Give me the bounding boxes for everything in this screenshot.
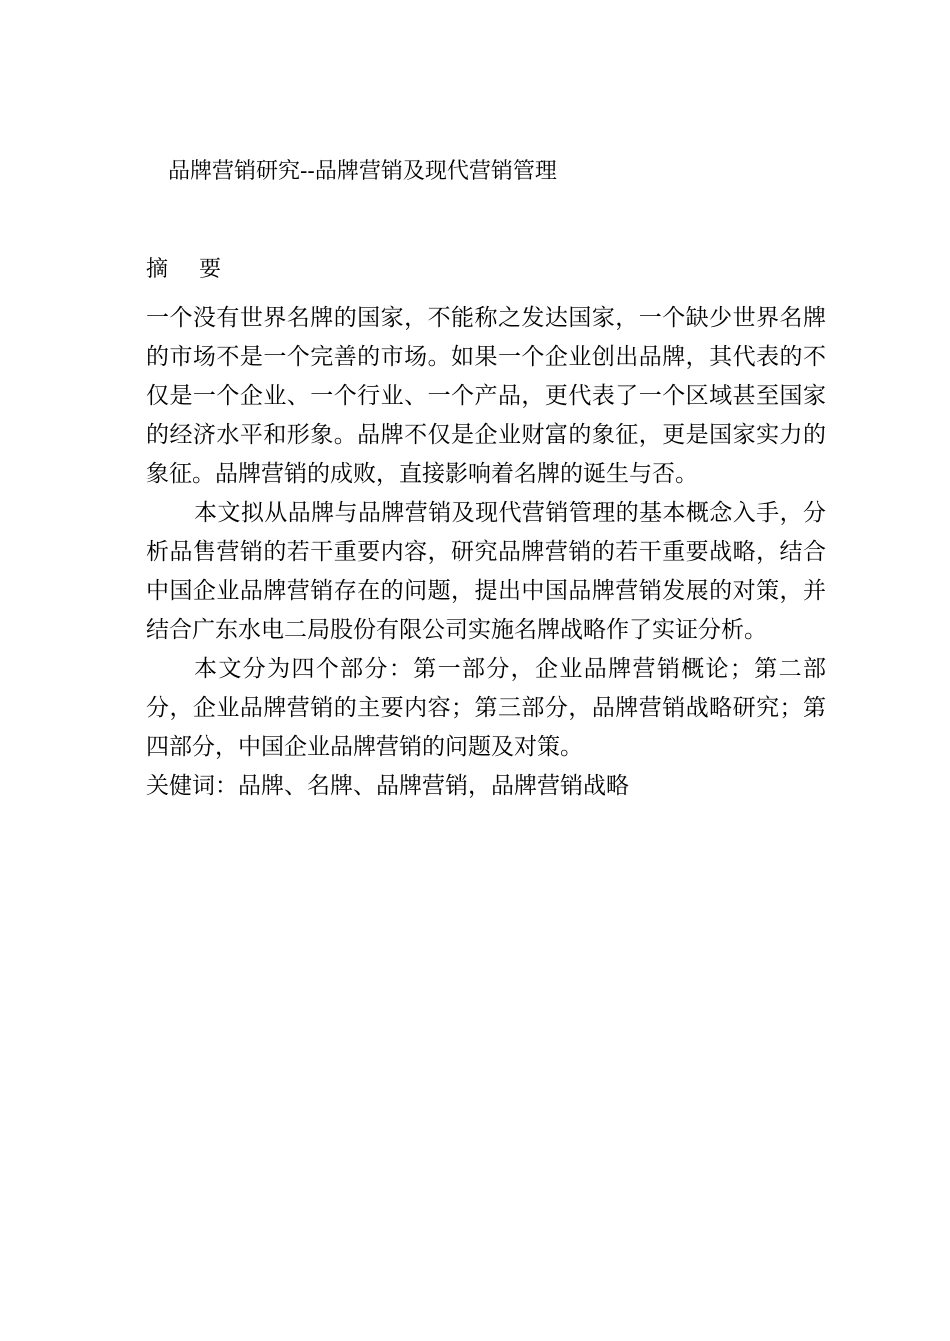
- abstract-paragraph-2: 本文拟从品牌与品牌营销及现代营销管理的基本概念入手，分析品售营销的若干重要内容，研究品牌营销的若干重要战略，结合中国企业品牌营销存在的问题，提出中国品牌营销发展的对策，并结合广东水电二局股份有限公司实施名牌战略作了实证分析。: [146, 500, 826, 643]
- abstract-paragraph-3: 本文分为四个部分：第一部分，企业品牌营销概论；第二部分，企业品牌营销的主要内容；第三部分，品牌营销战略研究；第四部分，中国企业品牌营销的问题及对策。: [146, 656, 826, 760]
- abstract-paragraph-1: 一个没有世界名牌的国家，不能称之发达国家，一个缺少世界名牌的市场不是一个完善的市场。如果一个企业创出品牌，其代表的不仅是一个企业、一个行业、一个产品，更代表了一个区域甚至国家的经济水平和形象。品牌不仅是企业财富的象征，更是国家实力的象征。品牌营销的成败，直接影响着名牌的诞生与否。: [146, 305, 826, 487]
- document-title: 品牌营销研究--品牌营销及现代营销管理: [168, 159, 557, 184]
- abstract-heading: 摘 要: [146, 257, 233, 282]
- abstract-body: [146, 299, 826, 806]
- keywords-line: 关健词：品牌、名牌、品牌营销，品牌营销战略: [146, 773, 629, 799]
